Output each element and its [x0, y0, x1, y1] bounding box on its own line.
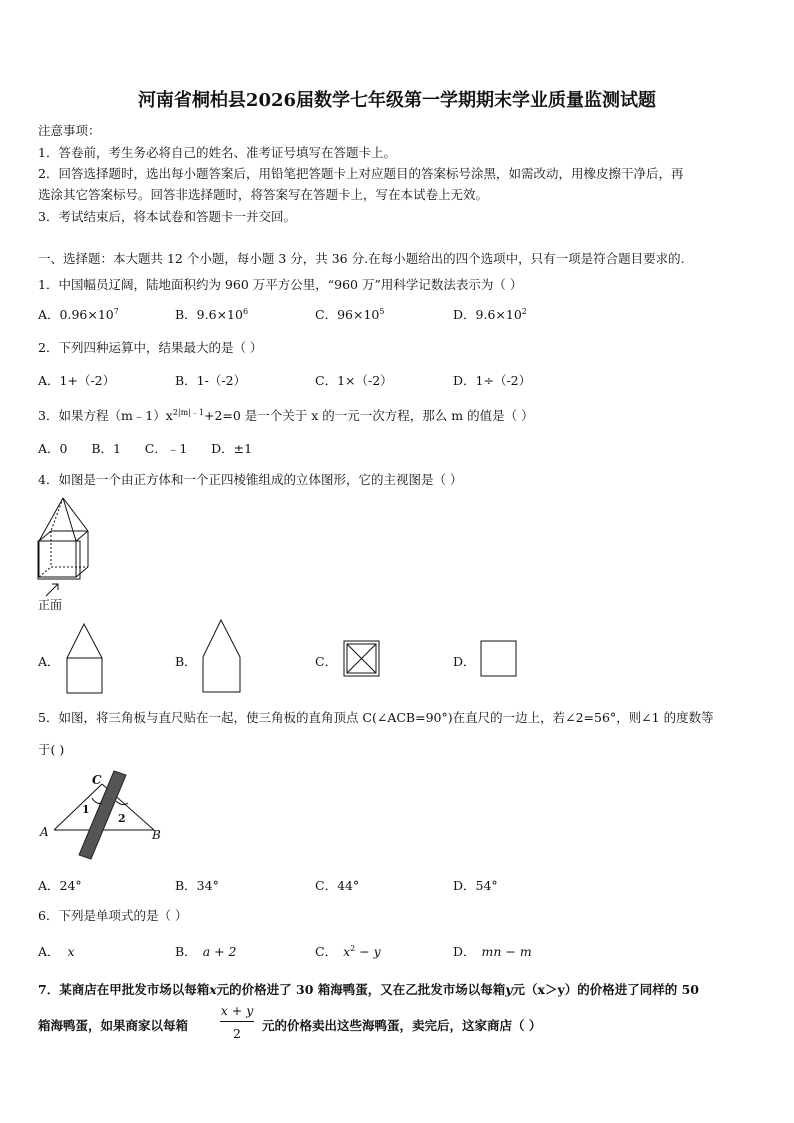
question-5-stem: 5．如图，将三角板与直尺贴在一起，使三角板的直角顶点 C(∠ACB=90°)在直尺的一边上，若∠2=56°，则∠1 的度数等: [38, 710, 714, 725]
question-2-stem: 2．下列四种运算中，结果最大的是（ ）: [38, 340, 263, 355]
fraction-denominator: 2: [233, 1026, 241, 1041]
q2-option-d: D．1÷（-2）: [453, 373, 532, 388]
question-7-line-1: 7．某商店在甲批发市场以每箱x元的价格进了 30 箱海鸭蛋，又在乙批发市场以每箱y元（x＞y）的价格进了同样的 50: [38, 982, 699, 997]
q1-option-b: B．$9.6\times 10^6$: [175, 306, 249, 322]
notice-item: 选涂其它答案标号。回答非选择题时，将答案写在答题卡上，写在本试卷上无效。: [38, 187, 489, 202]
q5-option-d: D．54°: [453, 878, 498, 893]
question-1-stem: 1．中国幅员辽阔，陆地面积约为 960 万平方公里，“960 万”用科学记数法表示为（ ）: [38, 277, 523, 292]
q6-option-a: A． x: [38, 944, 75, 959]
q4-option-b-figure: [200, 617, 244, 695]
q3-options: A．0 B．1 C．﹣1 D．±1: [38, 441, 253, 456]
section-heading: 一、选择题：本大题共 12 个小题，每小题 3 分，共 36 分.在每小题给出的四个选项中，只有一项是符合题目要求的.: [38, 251, 685, 266]
q4-option-a-figure: [64, 620, 106, 696]
notice-item: 3．考试结束后，将本试卷和答题卡一并交回。: [38, 209, 296, 224]
q4-option-d-figure: [479, 639, 519, 679]
fraction-bar: [220, 1021, 254, 1022]
q5-option-c: C．44°: [315, 878, 360, 893]
question-3-stem: 3．如果方程$(m﹣1)x^{2|m|﹣1}+2=0$ 是一个关于 x 的一元一次方程，那么 m 的值是（ ）: [38, 407, 534, 423]
notice-heading: 注意事项：: [38, 123, 101, 138]
question-6-stem: 6．下列是单项式的是（ ）: [38, 908, 188, 923]
question-4-stem: 4．如图是一个由正方体和一个正四棱锥组成的立体图形，它的主视图是（ ）: [38, 472, 463, 487]
notice-item: 1．答卷前，考生务必将自己的姓名、准考证号填写在答题卡上。: [38, 145, 396, 160]
notice-item: 2．回答选择题时，选出每小题答案后，用铅笔把答题卡上对应题目的答案标号涂黑，如需改动，用橡皮擦干净后，再: [38, 166, 684, 181]
label-angle-1: 1: [82, 803, 90, 816]
q5-option-a: A．24°: [38, 878, 82, 893]
q4-option-a: A．: [38, 654, 60, 669]
label-a: A: [40, 825, 49, 839]
q6-option-b: B． a + 2: [175, 944, 237, 959]
q6-option-c: C． $x^2 - y$: [315, 943, 381, 959]
question-5-stem-cont: 于( ): [38, 742, 65, 757]
q1-option-d: D．$9.6\times 10^2$: [453, 306, 527, 322]
q2-option-c: C．1×（-2）: [315, 373, 393, 388]
fraction-numerator: x + y: [220, 1003, 254, 1018]
q4-option-c: C．: [315, 654, 338, 669]
label-b: B: [152, 828, 161, 842]
q5-option-b: B．34°: [175, 878, 219, 893]
question-7-line-2: 箱海鸭蛋，如果商家以每箱: [38, 1018, 189, 1033]
front-view-label: 正面: [38, 598, 63, 612]
q6-option-d: D． mn − m: [453, 944, 532, 959]
page-title: 河南省桐柏县2026届数学七年级第一学期期末学业质量监测试题: [137, 90, 657, 111]
q2-option-a: A．1+（-2）: [38, 373, 116, 388]
q1-option-a: A．$0.96\times 10^7$: [38, 306, 119, 322]
question-7-line-2-cont: 元的价格卖出这些海鸭蛋，卖完后，这家商店（ ）: [262, 1018, 542, 1033]
label-c: C: [92, 773, 102, 787]
q2-option-b: B．1-（-2）: [175, 373, 247, 388]
q4-option-b: B．: [175, 654, 197, 669]
q4-option-d: D．: [453, 654, 476, 669]
q4-option-c-figure: [342, 639, 382, 679]
q1-option-c: C．$96\times 10^5$: [315, 306, 385, 322]
label-angle-2: 2: [118, 812, 126, 825]
